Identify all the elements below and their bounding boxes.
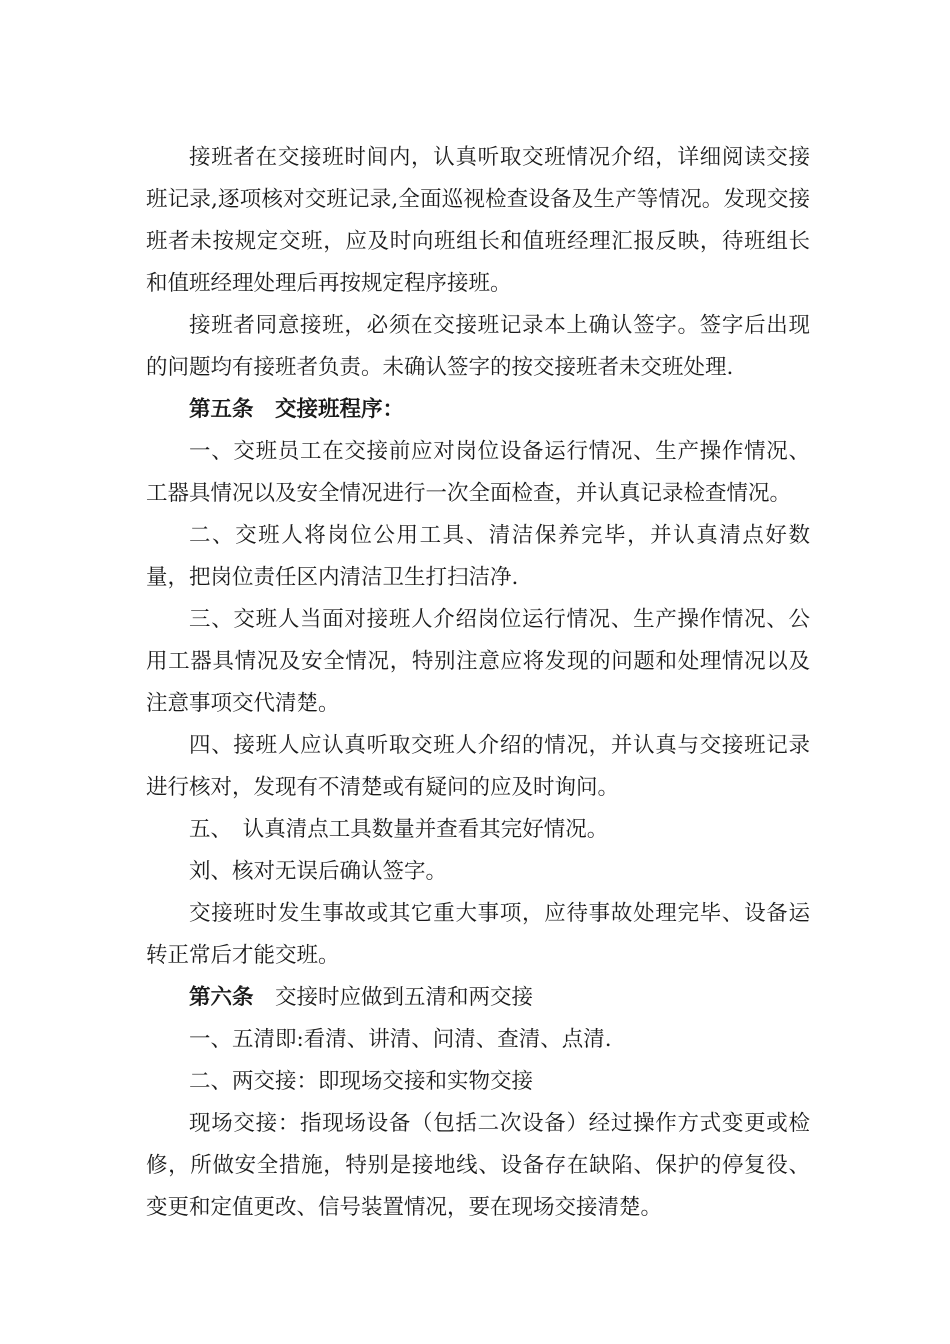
document-body (146, 137, 810, 1229)
procedure-item-2: 二、交班人将岗位公用工具、清洁保养完毕，并认真清点好数量，把岗位责任区内清洁卫生打扫洁净. (146, 523, 810, 590)
procedure-item-3: 三、交班人当面对接班人介绍岗位运行情况、生产操作情况、公用工器具情况及安全情况，特别注意应将发现的问题和处理情况以及注意事项交代清楚。 (146, 607, 810, 716)
article-6-heading (146, 977, 810, 1019)
procedure-item-6: 刘、核对无误后确认签字。 (189, 859, 448, 884)
article-6-title: 交接时应做到五清和两交接 (253, 985, 534, 1010)
procedure-item-1: 一、交班员工在交接前应对岗位设备运行情况、生产操作情况、工器具情况以及安全情况进行一次全面检查，并认真记录检查情况。 (146, 439, 810, 506)
procedure-item-5: 五、 认真清点工具数量并查看其完好情况。 (189, 817, 609, 842)
article-6-label: 第六条 (189, 985, 254, 1010)
paragraph-accident-rule: 交接班时发生事故或其它重大事项，应待事故处理完毕、设备运转正常后才能交班。 (146, 901, 810, 968)
article-5-heading: 第五条 交接班程序： (189, 397, 405, 422)
procedure-item-4: 四、接班人应认真听取交班人介绍的情况，并认真与交接班记录进行核对，发现有不清楚或有疑问的应及时询问。 (146, 733, 810, 800)
site-handover-paragraph: 现场交接：指现场设备（包括二次设备）经过操作方式变更或检修，所做安全措施，特别是接地线、设备存在缺陷、保护的停复役、变更和定值更改、信号装置情况，要在现场交接清楚。 (146, 1111, 810, 1220)
five-clear-item: 一、五清即:看清、讲清、问清、查清、点清. (189, 1027, 612, 1052)
two-handover-item: 二、两交接：即现场交接和实物交接 (189, 1069, 534, 1094)
paragraph-handover-check: 接班者在交接班时间内，认真听取交班情况介绍，详细阅读交接班记录,逐项核对交班记录,全面巡视检查设备及生产等情况。发现交接班者未按规定交班，应及时向班组长和值班经理汇报反映，待班组长和值班经理处理后再按规定程序接班。 (146, 145, 810, 296)
paragraph-handover-sign: 接班者同意接班，必须在交接班记录本上确认签字。签字后出现的问题均有接班者负责。未确认签字的按交接班者未交班处理. (146, 313, 810, 380)
